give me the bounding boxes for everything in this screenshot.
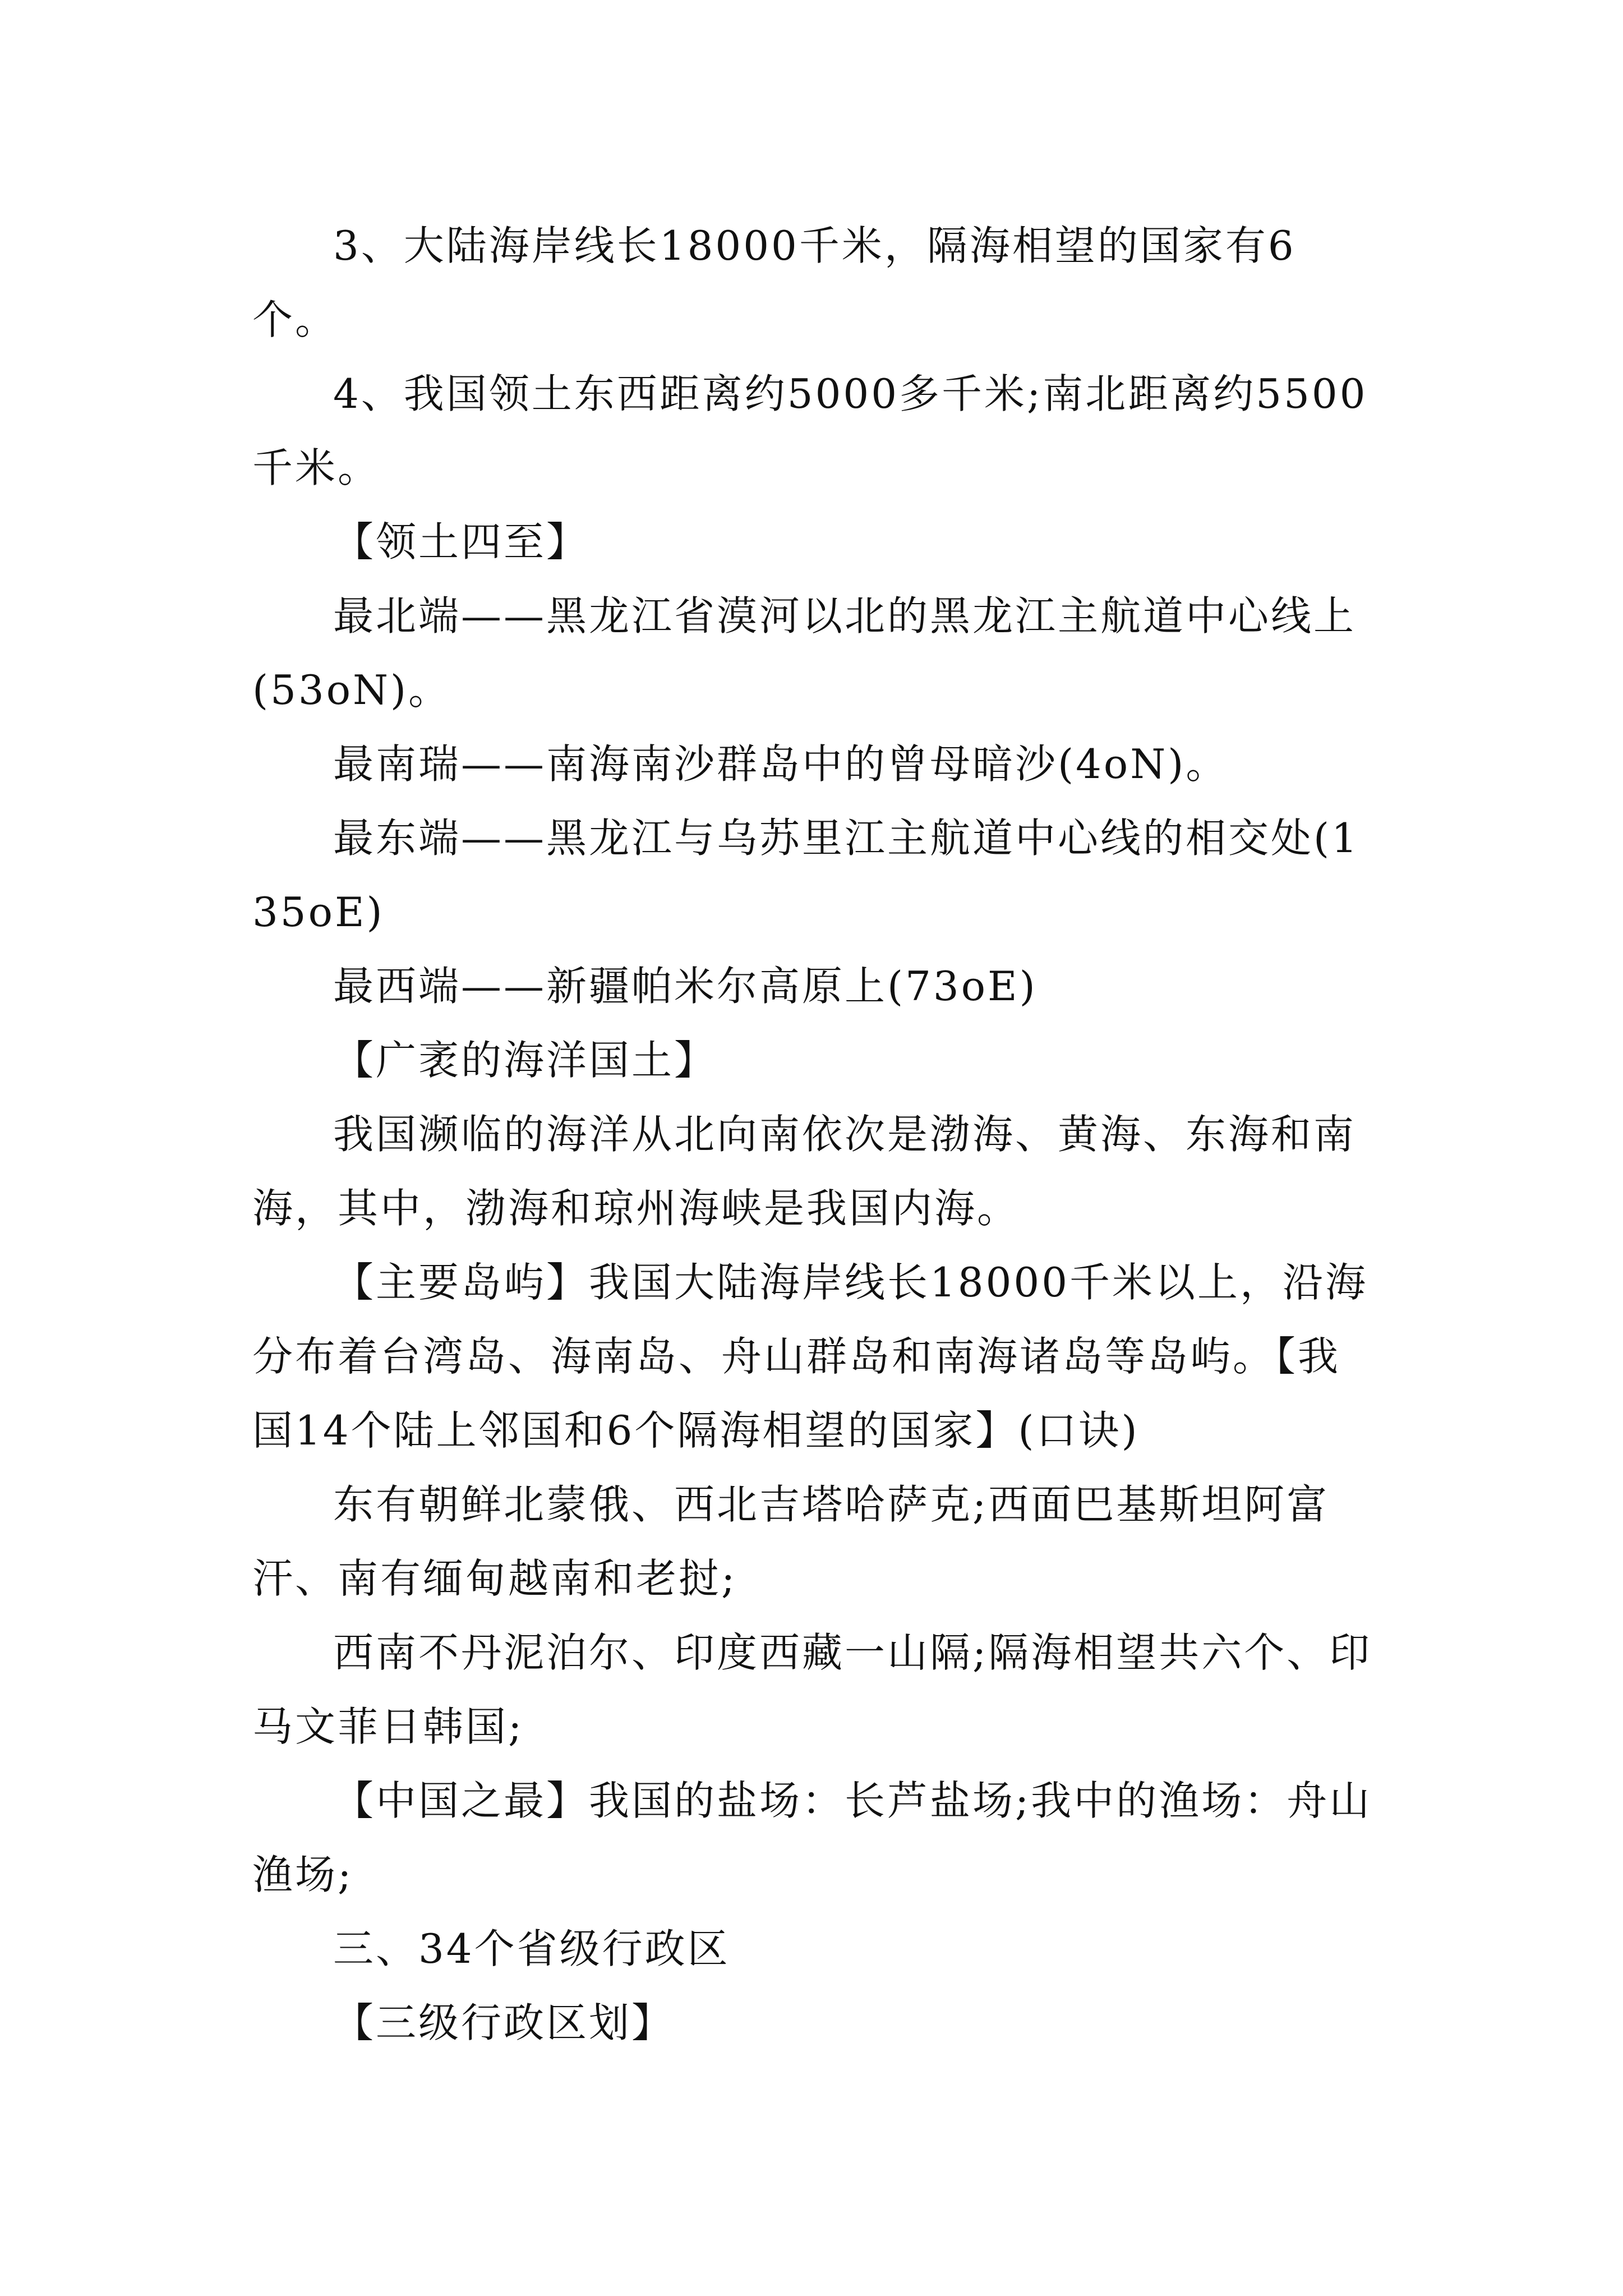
paragraph-china-records: 【中国之最】我国的盐场：长芦盐场;我中的渔场：舟山渔场; xyxy=(252,1777,1372,1898)
paragraph-northernmost: 最北端——黑龙江省漠河以北的黑龙江主航道中心线上(53oN)。 xyxy=(252,592,1357,714)
paragraph-territory-distance: 4、我国领土东西距离约5000多千米;南北距离约5500千米。 xyxy=(252,370,1368,491)
paragraph-seas: 我国濒临的海洋从北向南依次是渤海、黄海、东海和南海，其中，渤海和琼州海峡是我国内海。 xyxy=(252,1111,1357,1232)
paragraph-mnemonic-1: 东有朝鲜北蒙俄、西北吉塔哈萨克;西面巴基斯坦阿富汗、南有缅甸越南和老挝; xyxy=(252,1481,1330,1602)
paragraph-islands: 【主要岛屿】我国大陆海岸线长18000千米以上，沿海分布着台湾岛、海南岛、舟山群岛和南海诸岛等岛屿。【我国14个陆上邻国和6个隔海相望的国家】(口诀) xyxy=(252,1259,1368,1454)
heading-territory-extremes: 【领土四至】 xyxy=(333,518,589,565)
paragraph-southernmost: 最南瑞——南海南沙群岛中的曾母暗沙(4oN)。 xyxy=(333,740,1229,788)
paragraph-mnemonic-2: 西南不丹泥泊尔、印度西藏一山隔;隔海相望共六个、印马文菲日韩国; xyxy=(252,1629,1372,1750)
paragraph-westernmost: 最西端——新疆帕米尔高原上(73oE) xyxy=(333,963,1038,1010)
paragraph-easternmost: 最东端——黑龙江与乌苏里江主航道中心线的相交处(135oE) xyxy=(252,815,1359,936)
heading-admin-division: 【三级行政区划】 xyxy=(333,1999,675,2046)
document-body xyxy=(252,209,1380,2060)
heading-provinces: 三、34个省级行政区 xyxy=(333,1925,730,1972)
heading-ocean-territory: 【广袤的海洋国土】 xyxy=(333,1037,717,1084)
paragraph-coastline: 3、大陆海岸线长18000千米，隔海相望的国家有6个。 xyxy=(252,222,1296,343)
